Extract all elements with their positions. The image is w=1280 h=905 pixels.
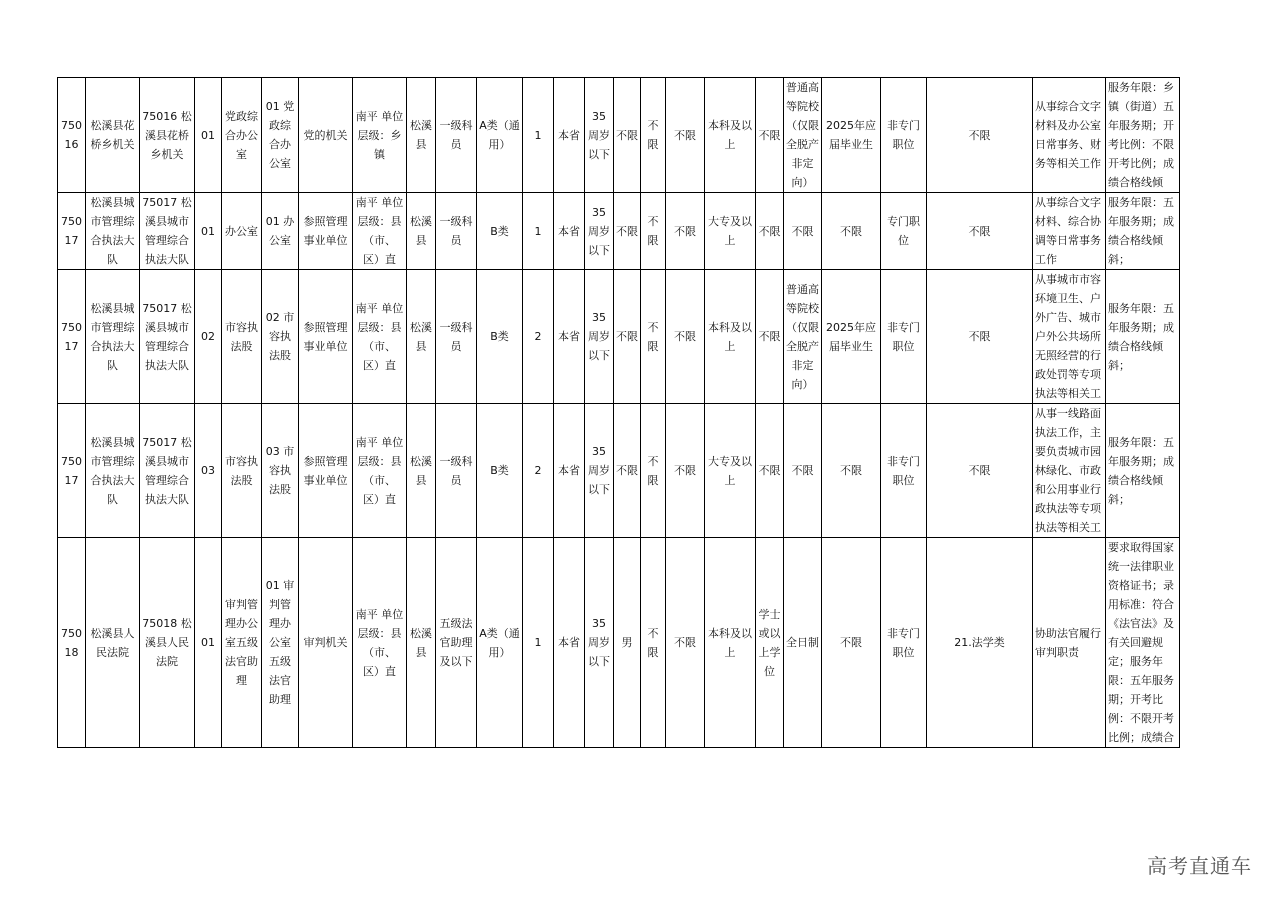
cell-political-status-text: 不限 [674, 464, 696, 477]
cell-sequence [195, 193, 222, 270]
cell-education [705, 270, 756, 404]
cell-degree [756, 78, 784, 193]
cell-major-text: 不限 [968, 128, 991, 142]
cell-gender [614, 193, 641, 270]
cell-political-status-text: 不限 [674, 330, 696, 343]
cell-rank-text: 一级科员 [439, 215, 473, 247]
cell-unit-level [353, 404, 407, 538]
cell-gender-text: 不限 [616, 224, 638, 238]
cell-remark-text: 服务年限：五年服务期；成绩合格线倾斜； [1108, 196, 1174, 266]
cell-unit [140, 404, 195, 538]
cell-sequence-text: 01 [201, 128, 215, 142]
cell-exam-category-text: A类（通用） [479, 626, 520, 659]
cell-post-name-text: 市容执法股 [225, 454, 258, 487]
cell-area-text: 松溪县 [410, 119, 432, 151]
cell-exam-category [477, 538, 523, 748]
cell-unit [140, 78, 195, 193]
cell-post-code-text: 01 审判管理办公室五级法官助理 [265, 579, 295, 706]
cell-degree-text: 不限 [758, 224, 781, 238]
cell-department-text: 松溪县城市管理综合执法大队 [90, 435, 135, 506]
job-listing-table [57, 77, 1180, 748]
cell-age [585, 404, 614, 538]
cell-major [927, 538, 1033, 748]
cell-rank-text: 一级科员 [439, 320, 473, 353]
cell-study-form-text: 普通高等院校（仅限全脱产非定向） [786, 282, 819, 391]
cell-duty-text: 从事综合文字材料及办公室日常事务、财务等相关工作 [1035, 100, 1101, 170]
cell-origin-text: 本省 [558, 464, 580, 477]
cell-post-code [262, 193, 299, 270]
cell-post-name [222, 404, 262, 538]
cell-unit-type [299, 538, 353, 748]
watermark-text: 高考直通车 [1147, 854, 1252, 878]
cell-headcount-text: 1 [534, 224, 542, 238]
cell-age-text: 35周岁以下 [588, 109, 610, 161]
cell-remark [1106, 193, 1180, 270]
cell-duty [1033, 78, 1106, 193]
cell-graduate-status-text: 2025年应届毕业生 [826, 119, 876, 151]
cell-political-status-text: 不限 [674, 128, 696, 142]
cell-graduate-status [822, 270, 881, 404]
cell-political-status [666, 538, 705, 748]
cell-rank-text: 一级科员 [439, 119, 473, 151]
cell-specialty-post [881, 538, 927, 748]
cell-post-code [262, 78, 299, 193]
cell-sequence [195, 404, 222, 538]
cell-specialty-post-text: 非专门职位 [887, 320, 920, 353]
cell-headcount [523, 78, 554, 193]
cell-exam-category-text: B类 [490, 224, 509, 238]
cell-sequence-text: 01 [201, 636, 215, 649]
cell-duty-text: 协助法官履行审判职责 [1035, 626, 1101, 659]
table-row [58, 538, 1180, 748]
cell-specialty-post-text: 非专门职位 [887, 119, 920, 151]
cell-education [705, 78, 756, 193]
cell-duty [1033, 538, 1106, 748]
cell-position-code [58, 78, 86, 193]
cell-gender [614, 404, 641, 538]
cell-unit-text: 75017 松溪县城市管理综合执法大队 [142, 435, 192, 506]
cell-education-text: 大专及以上 [708, 215, 752, 247]
cell-unit-level-text: 南平 单位层级：县（市、区）直 [355, 301, 404, 372]
cell-area [407, 193, 436, 270]
cell-rank [436, 270, 477, 404]
cell-post-name [222, 538, 262, 748]
cell-unit-text: 75016 松溪县花桥乡机关 [142, 109, 192, 161]
cell-political-status [666, 270, 705, 404]
cell-position-code-text: 75018 [61, 626, 82, 659]
cell-headcount-text: 1 [534, 128, 542, 142]
cell-origin-text: 本省 [558, 224, 580, 238]
cell-unit-type-text: 参照管理事业单位 [303, 320, 348, 353]
cell-post-code-text: 01 党政综合办公室 [265, 100, 295, 170]
cell-age [585, 538, 614, 748]
cell-age [585, 78, 614, 193]
cell-post-code [262, 404, 299, 538]
cell-duty-text: 从事城市市容环境卫生、户外广告、城市户外公共场所无照经营的行政处罚等专项执法等相关工 [1035, 273, 1101, 400]
cell-post-code-text: 01 办公室 [265, 215, 295, 247]
cell-sequence [195, 78, 222, 193]
cell-political-status [666, 404, 705, 538]
cell-position-code [58, 404, 86, 538]
cell-study-form [784, 193, 822, 270]
cell-graduate-status-text: 2025年应届毕业生 [826, 320, 876, 353]
cell-area-text: 松溪县 [410, 215, 432, 247]
cell-rank [436, 78, 477, 193]
cell-degree [756, 270, 784, 404]
cell-age [585, 193, 614, 270]
cell-major-text: 不限 [968, 224, 991, 238]
cell-remark-text: 服务年限：五年服务期；成绩合格线倾斜； [1108, 301, 1174, 372]
cell-education-text: 本科及以上 [708, 626, 752, 659]
cell-department [86, 78, 140, 193]
table-row [58, 404, 1180, 538]
cell-position-code [58, 270, 86, 404]
cell-origin-text: 本省 [558, 636, 580, 649]
cell-ethnicity [641, 193, 666, 270]
cell-sequence [195, 538, 222, 748]
cell-ethnicity-text: 不限 [647, 119, 659, 151]
cell-gender-text: 男 [621, 636, 633, 649]
cell-unit-level-text: 南平 单位层级：县（市、区）直 [355, 435, 404, 506]
cell-origin [554, 538, 585, 748]
cell-major-text: 21.法学类 [954, 636, 1005, 649]
cell-origin [554, 404, 585, 538]
cell-exam-category [477, 270, 523, 404]
cell-ethnicity-text: 不限 [647, 215, 659, 247]
cell-post-name-text: 市容执法股 [225, 320, 258, 353]
cell-rank-text: 五级法官助理及以下 [439, 617, 473, 668]
cell-headcount [523, 538, 554, 748]
cell-department-text: 松溪县花桥乡机关 [90, 119, 135, 151]
cell-headcount [523, 270, 554, 404]
cell-political-status-text: 不限 [674, 224, 696, 238]
cell-degree-text: 不限 [758, 330, 781, 343]
cell-position-code-text: 75017 [61, 320, 82, 353]
cell-unit-level [353, 78, 407, 193]
cell-degree-text: 不限 [758, 128, 781, 142]
cell-position-code [58, 193, 86, 270]
cell-headcount-text: 2 [534, 464, 542, 477]
cell-graduate-status [822, 404, 881, 538]
cell-area [407, 538, 436, 748]
cell-duty [1033, 404, 1106, 538]
cell-rank [436, 538, 477, 748]
cell-department-text: 松溪县人民法院 [90, 626, 135, 659]
cell-origin [554, 270, 585, 404]
cell-exam-category [477, 78, 523, 193]
cell-gender [614, 270, 641, 404]
cell-remark-text: 要求取得国家统一法律职业资格证书；录用标准：符合《法官法》及有关回避规定；服务年限：五年服务期；开考比例：不限开考比例；成绩合 [1108, 541, 1174, 744]
cell-position-code-text: 75016 [61, 119, 82, 151]
cell-unit-type [299, 193, 353, 270]
cell-post-code-text: 03 市容执法股 [265, 445, 295, 496]
cell-unit-text: 75018 松溪县人民法院 [142, 617, 192, 668]
cell-degree [756, 404, 784, 538]
cell-gender [614, 78, 641, 193]
cell-specialty-post-text: 专门职位 [887, 215, 920, 247]
cell-education [705, 404, 756, 538]
cell-graduate-status [822, 78, 881, 193]
cell-specialty-post-text: 非专门职位 [887, 454, 920, 487]
cell-degree-text: 学士或以上学位 [758, 607, 781, 678]
cell-unit [140, 270, 195, 404]
cell-unit [140, 193, 195, 270]
cell-area [407, 404, 436, 538]
cell-study-form-text: 不限 [791, 464, 814, 477]
cell-unit-type-text: 参照管理事业单位 [303, 454, 348, 487]
cell-major-text: 不限 [968, 330, 991, 343]
cell-political-status-text: 不限 [674, 636, 696, 649]
cell-department [86, 538, 140, 748]
cell-post-code [262, 270, 299, 404]
cell-department [86, 404, 140, 538]
cell-ethnicity-text: 不限 [647, 626, 659, 659]
cell-unit [140, 538, 195, 748]
cell-remark-text: 服务年限：五年服务期；成绩合格线倾斜； [1108, 435, 1174, 506]
cell-degree [756, 538, 784, 748]
cell-sequence-text: 02 [201, 330, 215, 343]
cell-origin [554, 193, 585, 270]
cell-ethnicity [641, 404, 666, 538]
cell-unit-text: 75017 松溪县城市管理综合执法大队 [142, 196, 192, 266]
cell-study-form [784, 78, 822, 193]
cell-remark [1106, 404, 1180, 538]
cell-unit-text: 75017 松溪县城市管理综合执法大队 [142, 301, 192, 372]
cell-unit-type [299, 404, 353, 538]
cell-remark [1106, 270, 1180, 404]
cell-graduate-status-text: 不限 [840, 464, 862, 477]
cell-age-text: 35周岁以下 [588, 445, 610, 496]
cell-remark [1106, 78, 1180, 193]
cell-gender-text: 不限 [616, 128, 638, 142]
cell-study-form-text: 普通高等院校（仅限全脱产非定向） [786, 81, 819, 189]
table-row [58, 193, 1180, 270]
cell-remark-text: 服务年限：乡镇（街道）五年服务期；开考比例：不限开考比例；成绩合格线倾 [1108, 81, 1174, 189]
cell-age-text: 35周岁以下 [588, 311, 610, 362]
cell-post-name-text: 党政综合办公室 [225, 109, 258, 161]
cell-exam-category-text: B类 [490, 330, 509, 343]
cell-study-form [784, 270, 822, 404]
cell-ethnicity-text: 不限 [647, 320, 659, 353]
cell-sequence [195, 270, 222, 404]
cell-education [705, 538, 756, 748]
cell-gender-text: 不限 [616, 464, 638, 477]
cell-sequence-text: 03 [201, 464, 215, 477]
cell-duty-text: 从事综合文字材料、综合协调等日常事务工作 [1035, 196, 1101, 266]
cell-position-code-text: 75017 [61, 215, 82, 247]
cell-area-text: 松溪县 [410, 454, 432, 487]
cell-study-form [784, 538, 822, 748]
cell-unit-type-text: 审判机关 [303, 636, 348, 649]
cell-department-text: 松溪县城市管理综合执法大队 [90, 301, 135, 372]
cell-gender [614, 538, 641, 748]
cell-headcount [523, 193, 554, 270]
cell-age [585, 270, 614, 404]
cell-specialty-post [881, 78, 927, 193]
cell-unit-level [353, 270, 407, 404]
cell-education [705, 193, 756, 270]
cell-unit-level-text: 南平 单位层级：县（市、区）直 [355, 196, 404, 266]
table-row [58, 270, 1180, 404]
cell-post-code [262, 538, 299, 748]
table-row [58, 78, 1180, 193]
cell-headcount [523, 404, 554, 538]
cell-post-name [222, 270, 262, 404]
cell-education-text: 大专及以上 [708, 454, 752, 487]
cell-education-text: 本科及以上 [708, 320, 752, 353]
cell-duty [1033, 193, 1106, 270]
cell-rank [436, 193, 477, 270]
cell-unit-type [299, 78, 353, 193]
cell-major [927, 193, 1033, 270]
cell-area [407, 270, 436, 404]
cell-major [927, 78, 1033, 193]
cell-exam-category [477, 193, 523, 270]
cell-major [927, 270, 1033, 404]
cell-specialty-post-text: 非专门职位 [887, 626, 920, 659]
cell-exam-category-text: A类（通用） [479, 119, 520, 151]
cell-graduate-status-text: 不限 [840, 224, 862, 238]
cell-area [407, 78, 436, 193]
cell-unit-level-text: 南平 单位层级：乡镇 [355, 109, 404, 161]
cell-area-text: 松溪县 [410, 626, 432, 659]
cell-origin [554, 78, 585, 193]
cell-unit-level-text: 南平 单位层级：县（市、区）直 [355, 607, 404, 678]
cell-post-name-text: 审判管理办公室五级法官助理 [225, 598, 258, 687]
cell-graduate-status [822, 193, 881, 270]
cell-unit-level [353, 193, 407, 270]
cell-study-form-text: 全日制 [786, 636, 819, 649]
cell-unit-type-text: 党的机关 [303, 128, 348, 142]
cell-post-code-text: 02 市容执法股 [265, 311, 295, 362]
cell-degree [756, 193, 784, 270]
cell-department-text: 松溪县城市管理综合执法大队 [90, 196, 135, 266]
cell-degree-text: 不限 [758, 464, 781, 477]
cell-major-text: 不限 [968, 464, 991, 477]
cell-ethnicity [641, 538, 666, 748]
cell-specialty-post [881, 270, 927, 404]
cell-duty-text: 从事一线路面执法工作，主要负责城市园林绿化、市政和公用事业行政执法等专项执法等相关工 [1035, 407, 1101, 534]
cell-unit-level [353, 538, 407, 748]
cell-department [86, 270, 140, 404]
cell-ethnicity [641, 270, 666, 404]
cell-duty [1033, 270, 1106, 404]
cell-unit-type [299, 270, 353, 404]
cell-exam-category-text: B类 [490, 464, 509, 477]
cell-origin-text: 本省 [558, 330, 580, 343]
cell-study-form [784, 404, 822, 538]
cell-major [927, 404, 1033, 538]
cell-post-name-text: 办公室 [225, 224, 258, 238]
cell-exam-category [477, 404, 523, 538]
cell-post-name [222, 193, 262, 270]
cell-political-status [666, 78, 705, 193]
cell-age-text: 35周岁以下 [588, 617, 610, 668]
cell-political-status [666, 193, 705, 270]
cell-specialty-post [881, 193, 927, 270]
cell-gender-text: 不限 [616, 330, 638, 343]
cell-ethnicity-text: 不限 [647, 454, 659, 487]
cell-headcount-text: 2 [534, 330, 542, 343]
cell-post-name [222, 78, 262, 193]
cell-unit-type-text: 参照管理事业单位 [303, 215, 348, 247]
cell-remark [1106, 538, 1180, 748]
cell-graduate-status-text: 不限 [840, 636, 862, 649]
cell-education-text: 本科及以上 [708, 119, 752, 151]
cell-rank [436, 404, 477, 538]
cell-graduate-status [822, 538, 881, 748]
cell-position-code-text: 75017 [61, 454, 82, 487]
cell-sequence-text: 01 [201, 224, 215, 238]
cell-origin-text: 本省 [558, 128, 580, 142]
cell-study-form-text: 不限 [791, 224, 814, 238]
cell-headcount-text: 1 [534, 636, 542, 649]
cell-area-text: 松溪县 [410, 320, 432, 353]
cell-age-text: 35周岁以下 [588, 205, 610, 257]
cell-rank-text: 一级科员 [439, 454, 473, 487]
cell-specialty-post [881, 404, 927, 538]
cell-department [86, 193, 140, 270]
cell-position-code [58, 538, 86, 748]
cell-ethnicity [641, 78, 666, 193]
